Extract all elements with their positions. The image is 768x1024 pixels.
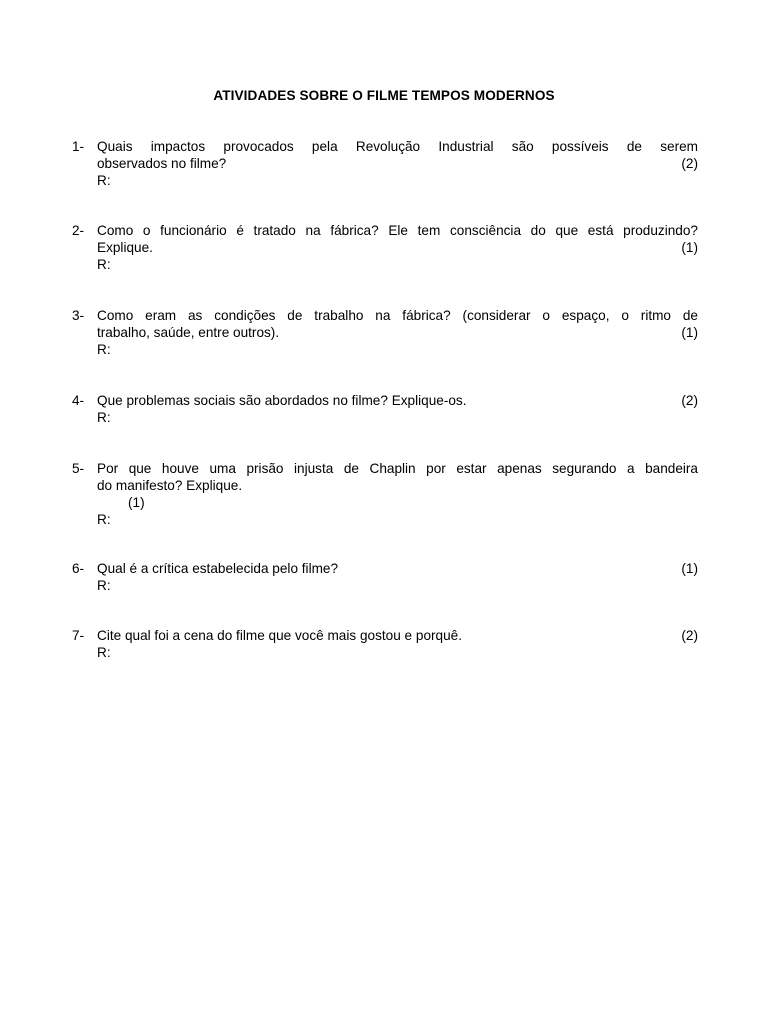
- question-text-line: Quais impactos provocados pela Revolução Industrial são possíveis de serem: [97, 139, 698, 154]
- question-number: 7-: [72, 628, 85, 643]
- question-text-line-last: [97, 324, 698, 341]
- question-text-line: do manifesto? Explique.: [97, 478, 243, 493]
- answer-label: R:: [97, 342, 111, 357]
- question-points: (2): [681, 628, 698, 643]
- question-points: (1): [681, 240, 698, 255]
- answer-label: R:: [97, 578, 111, 593]
- question-6: [72, 560, 698, 594]
- answer-label: R:: [97, 512, 111, 527]
- question-text-line-last: [97, 155, 698, 172]
- question-points-line: [97, 494, 698, 511]
- question-3: [72, 307, 698, 358]
- answer-label: R:: [97, 410, 111, 425]
- question-text: Explique.: [97, 240, 153, 255]
- question-text-line-last: [97, 392, 698, 409]
- question-text: Que problemas sociais são abordados no filme? Explique-os.: [97, 393, 467, 408]
- question-4: [72, 392, 698, 426]
- question-points: (1): [681, 561, 698, 576]
- answer-label: R:: [97, 257, 111, 272]
- question-text-line-last: [97, 239, 698, 256]
- question-5: [72, 460, 698, 528]
- question-text: trabalho, saúde, entre outros).: [97, 325, 280, 340]
- question-1: [72, 138, 698, 189]
- answer-label: R:: [97, 645, 111, 660]
- question-text-line: Como eram as condições de trabalho na fábrica? (considerar o espaço, o ritmo de: [97, 308, 698, 323]
- question-text-line-last: [97, 627, 698, 644]
- question-points: (2): [681, 393, 698, 408]
- question-text-line: Por que houve uma prisão injusta de Chaplin por estar apenas segurando a bandeira: [97, 461, 698, 476]
- question-number: 5-: [72, 461, 85, 476]
- document-title: ATIVIDADES SOBRE O FILME TEMPOS MODERNOS: [213, 88, 555, 103]
- question-text-line-last: [97, 560, 698, 577]
- question-number: 1-: [72, 139, 85, 154]
- question-points: (1): [681, 325, 698, 340]
- question-text: Cite qual foi a cena do filme que você mais gostou e porquê.: [97, 628, 462, 643]
- question-number: 6-: [72, 561, 85, 576]
- question-text: observados no filme?: [97, 156, 227, 171]
- question-number: 2-: [72, 223, 85, 238]
- question-points: (1): [128, 495, 145, 510]
- question-points: (2): [681, 156, 698, 171]
- question-number: 3-: [72, 308, 85, 323]
- question-7: [72, 627, 698, 661]
- question-text: Qual é a crítica estabelecida pelo filme?: [97, 561, 339, 576]
- question-text-line: Como o funcionário é tratado na fábrica? Ele tem consciência do que está produzindo?: [97, 223, 698, 238]
- answer-label: R:: [97, 173, 111, 188]
- question-number: 4-: [72, 393, 85, 408]
- question-2: [72, 222, 698, 273]
